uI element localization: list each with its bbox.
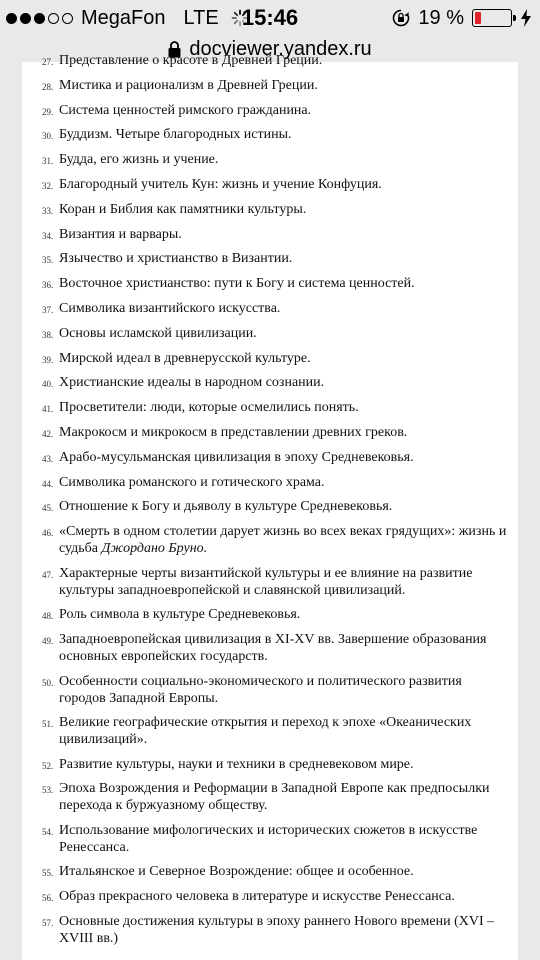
item-number: 46. [42, 528, 54, 539]
item-number: 52. [42, 760, 54, 771]
item-text: Христианские идеалы в народном сознании. [59, 375, 325, 391]
item-number: 54. [42, 826, 54, 837]
network-type: LTE [183, 6, 219, 29]
item-text: Благородный учитель Кун: жизнь и учение Конфуция. [59, 177, 382, 192]
item-text: Восточное христианство: пути к Богу и система ценностей. [59, 276, 415, 292]
item-number: 42. [42, 429, 54, 439]
list-item [22, 226, 518, 243]
list-item [22, 350, 518, 367]
list-item [22, 449, 518, 466]
item-text: Мирской идеал в древнерусской культуре. [59, 350, 311, 366]
battery-icon [472, 9, 512, 27]
item-number: 29. [42, 106, 54, 117]
list-item [22, 201, 518, 218]
list-item [22, 151, 518, 168]
item-text: Особенности социально-экономического и политического развития городов Западной Европы. [59, 673, 462, 706]
item-number: 32. [42, 181, 54, 191]
list-item [22, 822, 518, 856]
item-text: Коран и Библия как памятники культуры. [59, 201, 307, 217]
list-item [22, 176, 518, 193]
item-number: 40. [42, 379, 54, 390]
item-text: Западноевропейская цивилизация в XI-XV вв. Завершение образования основных европейских государств. [59, 632, 487, 664]
item-text: Макрокосм и микрокосм в представлении древних греков. [59, 425, 408, 440]
item-number: 33. [42, 205, 54, 216]
item-text: Византия и варвары. [59, 226, 182, 242]
url-text[interactable]: docviewer.yandex.ru [189, 37, 372, 60]
list-item [22, 631, 518, 665]
item-text: Буддизм. Четыре благородных истины. [59, 127, 292, 143]
list-item [22, 102, 518, 119]
list-item [22, 673, 518, 707]
item-number: 48. [42, 611, 54, 622]
item-number: 43. [42, 453, 54, 464]
list-item [22, 424, 518, 441]
item-number: 27. [42, 57, 54, 67]
item-text: Образ прекрасного человека в литературе и искусстве Ренессанса. [59, 889, 455, 905]
item-text: Отношение к Богу и дьяволу в культуре Средневековья. [59, 499, 393, 515]
status-bar [0, 0, 540, 36]
list-item [22, 498, 518, 515]
item-text: Будда, его жизнь и учение. [59, 152, 219, 168]
list-item [22, 863, 518, 880]
list-item [22, 52, 518, 69]
item-text: «Смерть в одном столетии дарует жизнь во всех веках грядущих»: жизнь и судьба Джордано Бруно. [59, 524, 507, 557]
item-number: 53. [42, 785, 54, 796]
item-text: Язычество и христианство в Византии. [59, 251, 293, 267]
item-number: 37. [42, 305, 54, 315]
item-number: 44. [42, 478, 54, 489]
item-text: Арабо-мусульманская цивилизация в эпоху Средневековья. [59, 449, 414, 465]
item-text: Символика романского и готического храма. [59, 474, 325, 490]
item-number: 57. [42, 917, 54, 928]
item-number: 45. [42, 503, 54, 514]
item-text: Основные достижения культуры в эпоху раннего Нового времени (XVI – XVIII вв.) [59, 913, 495, 946]
item-text: Великие географические открытия и переход к эпохе «Океанических цивилизаций». [59, 715, 472, 747]
item-number: 34. [42, 230, 54, 241]
list-item [22, 756, 518, 773]
item-text: Роль символа в культуре Средневековья. [59, 607, 301, 623]
list-item [22, 474, 518, 491]
item-number: 55. [42, 868, 54, 879]
item-text: Просветители: люди, которые осмелились понять. [59, 400, 359, 416]
list-item [22, 913, 518, 947]
list-item [22, 606, 518, 623]
list-item [22, 714, 518, 748]
item-number: 38. [42, 329, 54, 340]
item-text: Система ценностей римского гражданина. [59, 102, 312, 118]
item-text: Мистика и рационализм в Древней Греции. [59, 77, 318, 93]
rotation-lock-icon [392, 9, 410, 27]
item-text: Эпоха Возрождения и Реформации в Западной Европе как предпосылки перехода к буржуазному обществу. [59, 781, 490, 814]
list-item [22, 275, 518, 292]
list-item [22, 250, 518, 267]
list-item [22, 325, 518, 342]
item-number: 51. [42, 719, 54, 729]
item-text: Развитие культуры, науки и техники в средневековом мире. [59, 756, 414, 772]
item-number: 36. [42, 280, 54, 291]
item-number: 30. [42, 131, 54, 142]
item-number: 39. [42, 354, 54, 365]
item-number: 35. [42, 255, 54, 266]
item-text: Основы исламской цивилизации. [59, 325, 257, 341]
clock: 15:46 [241, 5, 299, 30]
item-text: Характерные черты византийской культуры и ее влияние на развитие культуры западноевропейской и славянской цивилизаций. [59, 565, 473, 598]
carrier-name: MegaFon [81, 6, 166, 29]
battery-percent: 19 % [418, 6, 464, 29]
item-number: 50. [42, 677, 54, 688]
item-text: Представление о красоте в Древней Греции. [59, 53, 323, 68]
list-item [22, 565, 518, 599]
list-item [22, 374, 518, 391]
document-page[interactable] [22, 53, 518, 960]
item-text: Символика византийского искусства. [59, 301, 281, 316]
list-item [22, 77, 518, 94]
list-item [22, 399, 518, 416]
item-number: 56. [42, 893, 54, 904]
item-number: 31. [42, 156, 54, 167]
item-number: 28. [42, 81, 54, 92]
list-item [22, 523, 518, 557]
list-item [22, 300, 518, 317]
list-item [22, 126, 518, 143]
list-item [22, 780, 518, 814]
item-number: 41. [42, 404, 54, 415]
item-text: Итальянское и Северное Возрождение: общее и особенное. [59, 864, 414, 880]
item-number: 49. [42, 636, 54, 646]
item-number: 47. [42, 569, 54, 580]
item-text: Использование мифологических и исторических сюжетов в искусстве Ренессанса. [59, 822, 478, 855]
list-item [22, 888, 518, 905]
charging-icon [520, 9, 532, 27]
